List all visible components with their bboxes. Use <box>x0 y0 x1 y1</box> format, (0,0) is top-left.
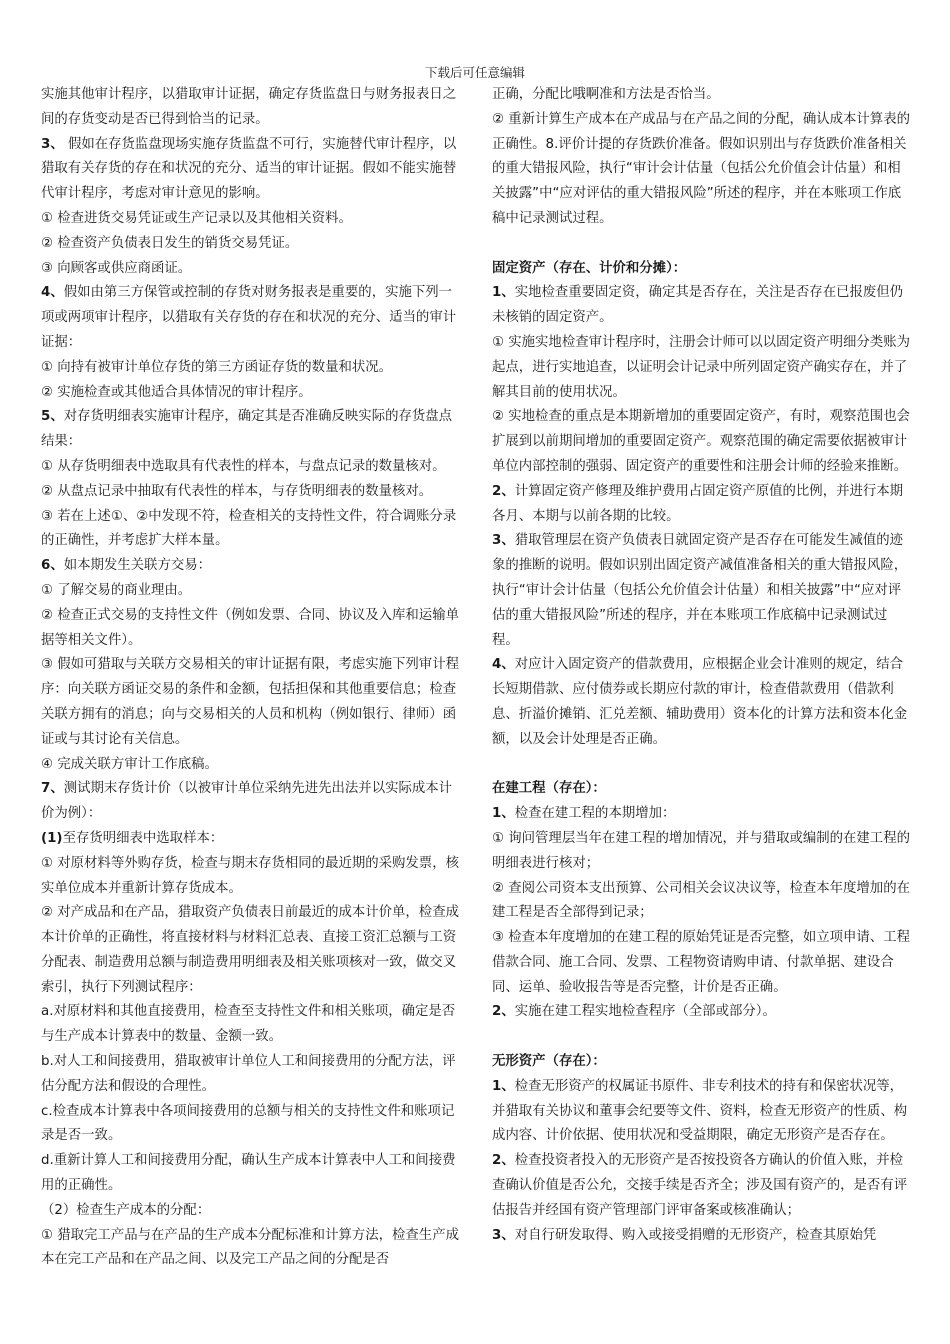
item-number: 1、 <box>492 285 515 301</box>
section-heading-text: 固定资产（存在、计价和分摊）： <box>492 260 687 276</box>
paragraph <box>492 802 912 827</box>
section-heading-text: 在建工程（存在）： <box>492 781 606 797</box>
paragraph-text: 对自行研发取得、购入或接受捐赠的无形资产，检查其原始凭 <box>514 1227 877 1243</box>
paragraph <box>41 1100 461 1150</box>
item-number: 3、 <box>492 1227 515 1243</box>
paragraph <box>41 1050 461 1100</box>
paragraph-text: 实地检查重要固定资，确定其是否存在，关注是否存在已报废但仍未核销的固定资产。 <box>492 285 904 326</box>
paragraph <box>41 381 461 406</box>
item-number: 3、 <box>41 136 64 152</box>
item-number: 1、 <box>492 806 515 822</box>
paragraph-text: 如本期发生关联方交易： <box>63 558 212 574</box>
paragraph-text: ④ 完成关联方审计工作底稿。 <box>41 756 218 772</box>
paragraph-text: 计算固定资产修理及维护费用占固定资产原值的比例，并进行本期各月、本期与以前各期的比较。 <box>492 483 904 524</box>
item-number: 6、 <box>41 558 64 574</box>
paragraph-text: ② 对产成品和在产品，猎取资产负债表日前最近的成本计价单，检查成本计价单的正确性，将直接材料与材料汇总表、直接工资汇总额与工资分配表、制造费用总额与制造费用明细表及相关账项核对一致，做交叉索引，执行下列测试程序： <box>41 905 459 995</box>
paragraph <box>41 405 461 455</box>
section-heading <box>492 257 912 282</box>
item-number: 1、 <box>492 1078 515 1094</box>
paragraph-text: ② 查阅公司资本支出预算、公司相关会议决议等，检查本年度增加的在建工程是否全部得到记录； <box>492 880 910 921</box>
paragraph-text: 检查无形资产的权属证书原件、非专利技术的持有和保密状况等，并猎取有关协议和董事会纪要等文件、资料，检查无形资产的性质、构成内容、计价依据、使用状况和受益期限，确定无形资产是否存在。 <box>492 1078 908 1144</box>
paragraph <box>41 207 461 232</box>
paragraph-text: ③ 若在上述①、②中发现不符，检查相关的支持性文件，符合调账分录的正确性，并考虑扩大样本量。 <box>41 508 457 549</box>
item-number: 3、 <box>492 533 515 549</box>
paragraph-text: a.对原材料和其他直接费用，检查至支持性文件和相关账项，确定是否与生产成本计算表中的数量、金额一致。 <box>41 1004 456 1045</box>
paragraph-text: （2）检查生产成本的分配： <box>41 1202 211 1218</box>
paragraph <box>41 1000 461 1050</box>
paragraph-text: ② 从盘点记录中抽取有代表性的样本，与存货明细表的数量核对。 <box>41 483 433 499</box>
paragraph-text: 假如由第三方保管或控制的存货对财务报表是重要的，实施下列一项或两项审计程序，以猎取有关存货的存在和状况的充分、适当的审计证据： <box>41 285 457 350</box>
paragraph-text: ③ 检查本年度增加的在建工程的原始凭证是否完整，如立项申请、工程借款合同、施工合同、发票、工程物资请购申请、付款单据、建设合同、运单、验收报告等是否完整，计价是否正确。 <box>492 930 910 995</box>
section-heading-text: 无形资产（存在）： <box>492 1054 606 1070</box>
paragraph <box>41 356 461 381</box>
paragraph-text: ① 检查进货交易凭证或生产记录以及其他相关资料。 <box>41 210 352 226</box>
paragraph <box>492 281 912 331</box>
paragraph <box>41 281 461 355</box>
paragraph-text: ② 实施检查或其他适合具体情况的审计程序。 <box>41 384 312 400</box>
paragraph-text: 检查投资者投入的无形资产是否按投资各方确认的价值入账，并检查确认价值是否公允，交接手续是否齐全；涉及国有资产的，是否有评估报告并经国有资产管理部门评审备案或核准确认； <box>492 1153 908 1218</box>
paragraph <box>41 505 461 555</box>
left-column <box>41 83 461 1273</box>
paragraph <box>41 133 461 207</box>
paragraph <box>41 653 461 752</box>
paragraph-text: ① 猎取完工产品与在产品的生产成本分配标准和计算方法，检查生产成本在完工产品和在产品之间、以及完工产品之间的分配是否 <box>41 1227 459 1268</box>
paragraph-text: 假如在存货监盘现场实施存货监盘不可行，实施替代审计程序，以猎取有关存货的存在和状况的充分、适当的审计证据。假如不能实施替代审计程序，考虑对审计意见的影响。 <box>41 136 457 202</box>
paragraph-text: ① 了解交易的商业理由。 <box>41 582 192 598</box>
section-heading <box>492 777 912 802</box>
section-gap <box>492 1025 912 1050</box>
paragraph <box>492 827 912 877</box>
paragraph-text: 对存货明细表实施审计程序，确定其是否准确反映实际的存货盘点结果： <box>41 409 453 450</box>
paragraph <box>41 232 461 257</box>
paragraph <box>492 653 912 752</box>
paragraph-text: ① 从存货明细表中选取具有代表性的样本，与盘点记录的数量核对。 <box>41 458 446 474</box>
paragraph <box>41 901 461 1000</box>
paragraph <box>492 529 912 653</box>
section-gap <box>492 232 912 257</box>
paragraph-text: 实施其他审计程序，以猎取审计证据，确定存货监盘日与财务报表日之间的存货变动是否已得到恰当的记录。 <box>41 87 457 127</box>
paragraph <box>41 1149 461 1199</box>
right-column <box>492 83 912 1248</box>
paragraph-text: ② 实地检查的重点是本期新增加的重要固定资产，有时，观察范围也会扩展到以前期间增加的重要固定资产。观察范围的确定需要依据被审计单位内部控制的强弱、固定资产的重要性和注册会计师的经验来推断。 <box>492 409 910 474</box>
paragraph-text: ① 实施实地检查审计程序时，注册会计师可以以固定资产明细分类账为起点，进行实地追查，以证明会计记录中所列固定资产确实存在，并了解其目前的使用状况。 <box>492 334 910 400</box>
paragraph <box>492 480 912 530</box>
paragraph <box>41 480 461 505</box>
paragraph <box>492 108 912 232</box>
paragraph-text: d.重新计算人工和间接费用分配，确认生产成本计算表中人工和间接费用的正确性。 <box>41 1153 456 1194</box>
paragraph-text: b.对人工和间接费用，猎取被审计单位人工和间接费用的分配方法，评估分配方法和假设的合理性。 <box>41 1054 456 1094</box>
section-gap <box>492 753 912 778</box>
section-heading <box>492 1050 912 1075</box>
paragraph-text: ① 对原材料等外购存货，检查与期末存货相同的最近期的采购发票，核实单位成本并重新计算存货成本。 <box>41 855 459 896</box>
paragraph <box>492 83 912 108</box>
paragraph-text: c.检查成本计算表中各项间接费用的总额与相关的支持性文件和账项记录是否一致。 <box>41 1103 455 1144</box>
paragraph <box>492 1000 912 1025</box>
paragraph-text: 至存货明细表中选取样本： <box>62 830 224 846</box>
paragraph-text: ① 询问管理层当年在建工程的增加情况，并与猎取或编制的在建工程的明细表进行核对； <box>492 830 910 871</box>
item-number: 4、 <box>492 657 515 673</box>
paragraph-text: 猎取管理层在资产负债表日就固定资产是否存在可能发生减值的迹象的推断的说明。假如识别出固定资产减值准备相关的重大错报风险，执行“审计会计估量（包括公允价值会计估量）和相关披露”中“应对评估的重大错报风险”所述的程序，并在本账项工作底稿中记录测试过程。 <box>492 533 908 648</box>
paragraph <box>41 83 461 133</box>
item-number: 2、 <box>492 1004 515 1020</box>
paragraph <box>41 852 461 902</box>
paragraph <box>41 455 461 480</box>
paragraph <box>492 877 912 927</box>
paragraph <box>492 1149 912 1223</box>
item-number: 7、 <box>41 781 64 797</box>
item-number: 2、 <box>492 483 515 499</box>
item-number: (1) <box>41 830 63 846</box>
paragraph <box>492 1075 912 1149</box>
item-number: 4、 <box>41 285 64 301</box>
paragraph <box>41 604 461 654</box>
paragraph <box>492 926 912 1000</box>
paragraph-text: 检查在建工程的本期增加： <box>514 806 676 822</box>
paragraph <box>41 257 461 282</box>
paragraph-text: ③ 向顾客或供应商函证。 <box>41 260 192 276</box>
paragraph <box>41 753 461 778</box>
paragraph <box>492 331 912 405</box>
item-number: 2、 <box>492 1153 515 1169</box>
paragraph-text: ① 向持有被审计单位存货的第三方函证存货的数量和状况。 <box>41 359 393 375</box>
paragraph <box>41 579 461 604</box>
paragraph-text: ② 检查资产负债表日发生的销货交易凭证。 <box>41 235 299 251</box>
paragraph <box>41 777 461 827</box>
paragraph <box>41 827 461 852</box>
item-number: 5、 <box>41 409 64 425</box>
paragraph-text: 对应计入固定资产的借款费用，应根据企业会计准则的规定，结合长短期借款、应付债券或长期应付款的审计，检查借款费用（借款利息、折溢价摊销、汇兑差额、辅助费用）资本化的计算方法和资本化金额，以及会计处理是否正确。 <box>492 657 908 747</box>
paragraph <box>492 405 912 479</box>
paragraph <box>492 1224 912 1249</box>
paragraph-text: 实施在建工程实地检查程序（全部或部分）。 <box>514 1004 776 1020</box>
page-header: 下载后可任意编辑 <box>424 65 525 80</box>
paragraph <box>41 1199 461 1224</box>
paragraph-text: 正确，分配比哦啊准和方法是否恰当。 <box>492 87 720 102</box>
paragraph <box>41 1224 461 1274</box>
paragraph-text: ③ 假如可猎取与关联方交易相关的审计证据有限，考虑实施下列审计程序：向关联方函证交易的条件和金额，包括担保和其他重要信息；检查关联方拥有的消息；向与交易相关的人员和机构（例如银行、律师）函证或与其讨论有关信息。 <box>41 657 459 747</box>
paragraph <box>41 554 461 579</box>
paragraph-text: 测试期末存货计价（以被审计单位采纳先进先出法并以实际成本计价为例）： <box>41 781 453 822</box>
paragraph-text: ② 重新计算生产成本在产成品与在产品之间的分配，确认成本计算表的正确性。8.评价计提的存货跌价准备。假如识别出与存货跌价准备相关的重大错报风险，执行“审计会计估量（包括公允价值会计估量）和相关披露”中“应对评估的重大错报风险”所述的程序，并在本账项工作底稿中记录测试过程。 <box>492 111 910 226</box>
paragraph-text: ② 检查正式交易的支持性文件（例如发票、合同、协议及入库和运输单据等相关文件）。 <box>41 607 459 648</box>
